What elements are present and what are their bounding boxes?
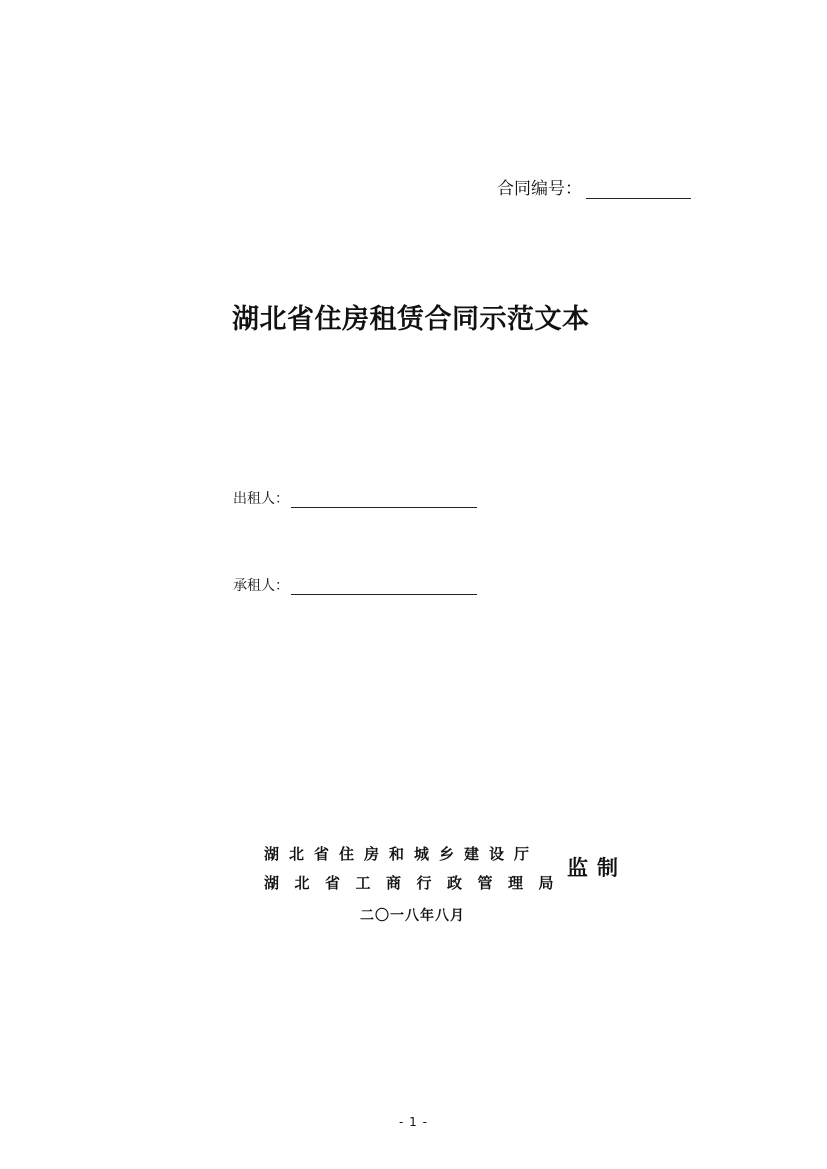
lessor-blank-line — [291, 491, 477, 508]
contract-number-blank-line — [586, 178, 691, 199]
issue-date: 二〇一八年八月 — [360, 908, 465, 924]
contract-number-label: 合同编号： — [497, 179, 582, 199]
lessor-label: 出租人： — [233, 491, 289, 507]
issuing-authorities — [264, 843, 569, 901]
document-title: 湖北省住房租赁合同示范文本 — [232, 304, 590, 335]
lessee-field — [233, 575, 477, 595]
supervise-label: 监制 — [567, 855, 627, 880]
lessee-blank-line — [291, 578, 477, 595]
issuer-housing-department: 湖北省住房和城乡建设厅 — [264, 845, 540, 863]
lessee-label: 承租人： — [233, 578, 289, 594]
lessor-field — [233, 488, 477, 508]
issuer-commerce-bureau: 湖北省工商行政管理局 — [264, 874, 570, 892]
contract-number-field — [497, 174, 691, 199]
page-number: - 1 - — [399, 1115, 428, 1129]
